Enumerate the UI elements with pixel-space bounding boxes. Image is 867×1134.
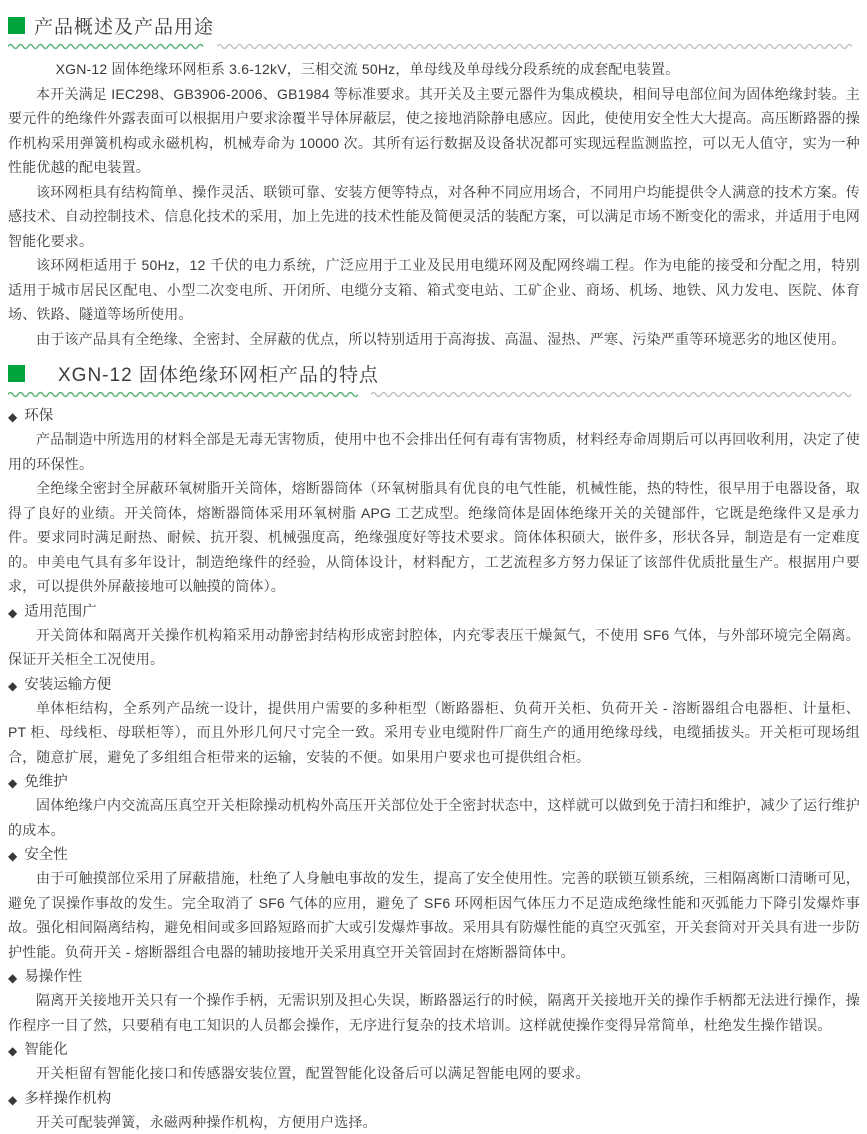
wavy-divider-2 bbox=[8, 389, 860, 398]
green-square-icon bbox=[8, 17, 25, 34]
feature-title: 安装运输方便 bbox=[24, 674, 111, 696]
paragraph: 开关柜留有智能化接口和传感器安装位置，配置智能化设备后可以满足智能电网的要求。 bbox=[8, 1061, 860, 1086]
feature-title: 易操作性 bbox=[24, 966, 82, 988]
paragraph: 本开关满足 IEC298、GB3906-2006、GB1984 等标准要求。其开关及主要元器件为集成模块，相间导电部位间为固体绝缘封装。主要元件的绝缘件外露表面可以根据用户要求涂覆半导体屏蔽层，使之接地消除静电感应。因此，使使用安全性大大提高。高压断路器的操作机构采用弹簧机构或永磁机构，机械寿命为 10000 次。其所有运行数据及设备状况都可实现远程监测监控，可以无人值守，实为一种性能优越的配电装置。 bbox=[8, 82, 860, 180]
diamond-bullet-icon: ◆ bbox=[8, 777, 17, 789]
feature-title: 智能化 bbox=[24, 1039, 68, 1061]
feature-easy-install bbox=[8, 674, 860, 770]
diamond-bullet-icon: ◆ bbox=[8, 972, 17, 984]
feature-wide-application bbox=[8, 601, 860, 672]
diamond-bullet-icon: ◆ bbox=[8, 680, 17, 692]
feature-title: 适用范围广 bbox=[24, 601, 97, 623]
wave-segment-gray bbox=[371, 389, 854, 398]
paragraph: 全绝缘全密封全屏蔽环氧树脂开关筒体，熔断器筒体（环氧树脂具有优良的电气性能，机械性能，热的特性，很早用于电器设备，取得了良好的业绩。开关筒体，熔断器筒体采用环氧树脂 APG 工艺成型。绝缘筒体是固体绝缘开关的关键部件，它既是绝缘件又是承力件。要求同时满足耐热、耐候、抗开裂、机械强度高，绝缘强度好等技术要求。筒体体积硕大，嵌件多，形状各异，制造是有一定难度的。申美电气具有多年设计，制造绝缘件的经验，从筒体设计，材料配方，工艺流程多方努力保证了该部件优质批量生产。根据用户要求，可以提供外屏蔽接地可以触摸的筒体）。 bbox=[8, 476, 860, 599]
feature-heading bbox=[8, 674, 860, 696]
paragraph: 隔离开关接地开关只有一个操作手柄，无需识别及担心失误，断路器运行的时候，隔离开关接地开关的操作手柄都无法进行操作，操作程序一目了然，只要稍有电工知识的人员都会操作，无序进行复杂的技术培训。这样就使操作变得异常简单，杜绝发生操作错误。 bbox=[8, 988, 860, 1037]
feature-heading bbox=[8, 966, 860, 988]
wave-segment-green bbox=[8, 41, 204, 50]
diamond-bullet-icon: ◆ bbox=[8, 850, 17, 862]
feature-heading bbox=[8, 405, 860, 427]
diamond-bullet-icon: ◆ bbox=[8, 607, 17, 619]
feature-title: 安全性 bbox=[24, 844, 68, 866]
section-title-overview: 产品概述及产品用途 bbox=[34, 12, 214, 39]
paragraph: 开关可配装弹簧，永磁两种操作机构，方便用户选择。 bbox=[8, 1110, 860, 1134]
wave-segment-gray bbox=[217, 41, 854, 50]
paragraph: 开关筒体和隔离开关操作机构箱采用动静密封结构形成密封腔体，内充零表压干燥氮气，不使用 SF6 气体，与外部环境完全隔离。保证开关柜全工况使用。 bbox=[8, 623, 860, 672]
paragraph: XGN-12 固体绝缘环网柜系 3.6-12kV，三相交流 50Hz，单母线及单母线分段系统的成套配电装置。 bbox=[8, 57, 860, 82]
paragraph: 产品制造中所选用的材料全部是无毒无害物质，使用中也不会排出任何有毒有害物质，材料经寿命周期后可以再回收利用，决定了使用的环保性。 bbox=[8, 427, 860, 476]
overview-paragraphs bbox=[8, 57, 860, 351]
wave-segment-green bbox=[8, 389, 358, 398]
feature-maintenance-free bbox=[8, 771, 860, 842]
feature-title: 多样操作机构 bbox=[24, 1088, 111, 1110]
paragraph: 由于该产品具有全绝缘、全密封、全屏蔽的优点，所以特别适用于高海拔、高温、湿热、严寒、污染严重等环境恶劣的地区使用。 bbox=[8, 327, 860, 352]
diamond-bullet-icon: ◆ bbox=[8, 1045, 17, 1057]
feature-heading bbox=[8, 771, 860, 793]
diamond-bullet-icon: ◆ bbox=[8, 1094, 17, 1106]
wavy-divider-1 bbox=[8, 41, 860, 50]
paragraph: 该环网柜适用于 50Hz，12 千伏的电力系统，广泛应用于工业及民用电缆环网及配网终端工程。作为电能的接受和分配之用，特别适用于城市居民区配电、小型二次变电所、开闭所、电缆分支箱、箱式变电站、工矿企业、商场、机场、地铁、风力发电、医院、体育场、铁路、隧道等场所使用。 bbox=[8, 253, 860, 327]
section-header-features bbox=[8, 360, 860, 386]
feature-smart bbox=[8, 1039, 860, 1086]
paragraph: 由于可触摸部位采用了屏蔽措施，杜绝了人身触电事故的发生，提高了安全使用性。完善的联锁互锁系统，三相隔离断口清晰可见，避免了误操作事故的发生。完全取消了 SF6 气体的应用，避免了 SF6 环网柜因气体压力不足造成绝缘性能和灭弧能力下降引发爆炸事故。强化相间隔离结构，避免相间或多回路短路而扩大或引发爆炸事故。采用具有防爆性能的真空灭弧室，开关套筒对开关具有进一步防护性能。负荷开关 - 熔断器组合电器的辅助接地开关采用真空开关管固封在熔断器筒体中。 bbox=[8, 866, 860, 964]
feature-safety bbox=[8, 844, 860, 964]
feature-heading bbox=[8, 844, 860, 866]
section-title-features: XGN-12 固体绝缘环网柜产品的特点 bbox=[58, 360, 379, 387]
paragraph: 该环网柜具有结构简单、操作灵活、联锁可靠、安装方便等特点，对各种不同应用场合，不同用户均能提供令人满意的技术方案。传感技术、自动控制技术、信息化技术的采用，加上先进的技术性能及简便灵活的装配方案，可以满足市场不断变化的需求，并适用于电网智能化要求。 bbox=[8, 180, 860, 254]
paragraph: 单体柜结构，全系列产品统一设计，提供用户需要的多种柜型（断路器柜、负荷开关柜、负荷开关 - 溶断器组合电器柜、计量柜、PT 柜、母线柜、母联柜等），而且外形几何尺寸完全一致。采用专业电缆附件厂商生产的通用绝缘母线，电缆插拔头。开关柜可现场组合，随意扩展，避免了多组组合柜带来的运输，安装的不便。如果用户要求也可提供组合柜。 bbox=[8, 696, 860, 770]
feature-heading bbox=[8, 601, 860, 623]
feature-environment bbox=[8, 405, 860, 599]
feature-title: 免维护 bbox=[24, 771, 68, 793]
paragraph: 固体绝缘户内交流高压真空开关柜除操动机构外高压开关部位处于全密封状态中，这样就可以做到免于清扫和维护，减少了运行维护的成本。 bbox=[8, 793, 860, 842]
feature-title: 环保 bbox=[24, 405, 53, 427]
feature-list bbox=[8, 405, 860, 1134]
feature-easy-operation bbox=[8, 966, 860, 1037]
green-square-icon bbox=[8, 365, 25, 382]
feature-multi-mechanism bbox=[8, 1088, 860, 1134]
section-header-overview bbox=[8, 12, 860, 38]
diamond-bullet-icon: ◆ bbox=[8, 411, 17, 423]
feature-heading bbox=[8, 1039, 860, 1061]
